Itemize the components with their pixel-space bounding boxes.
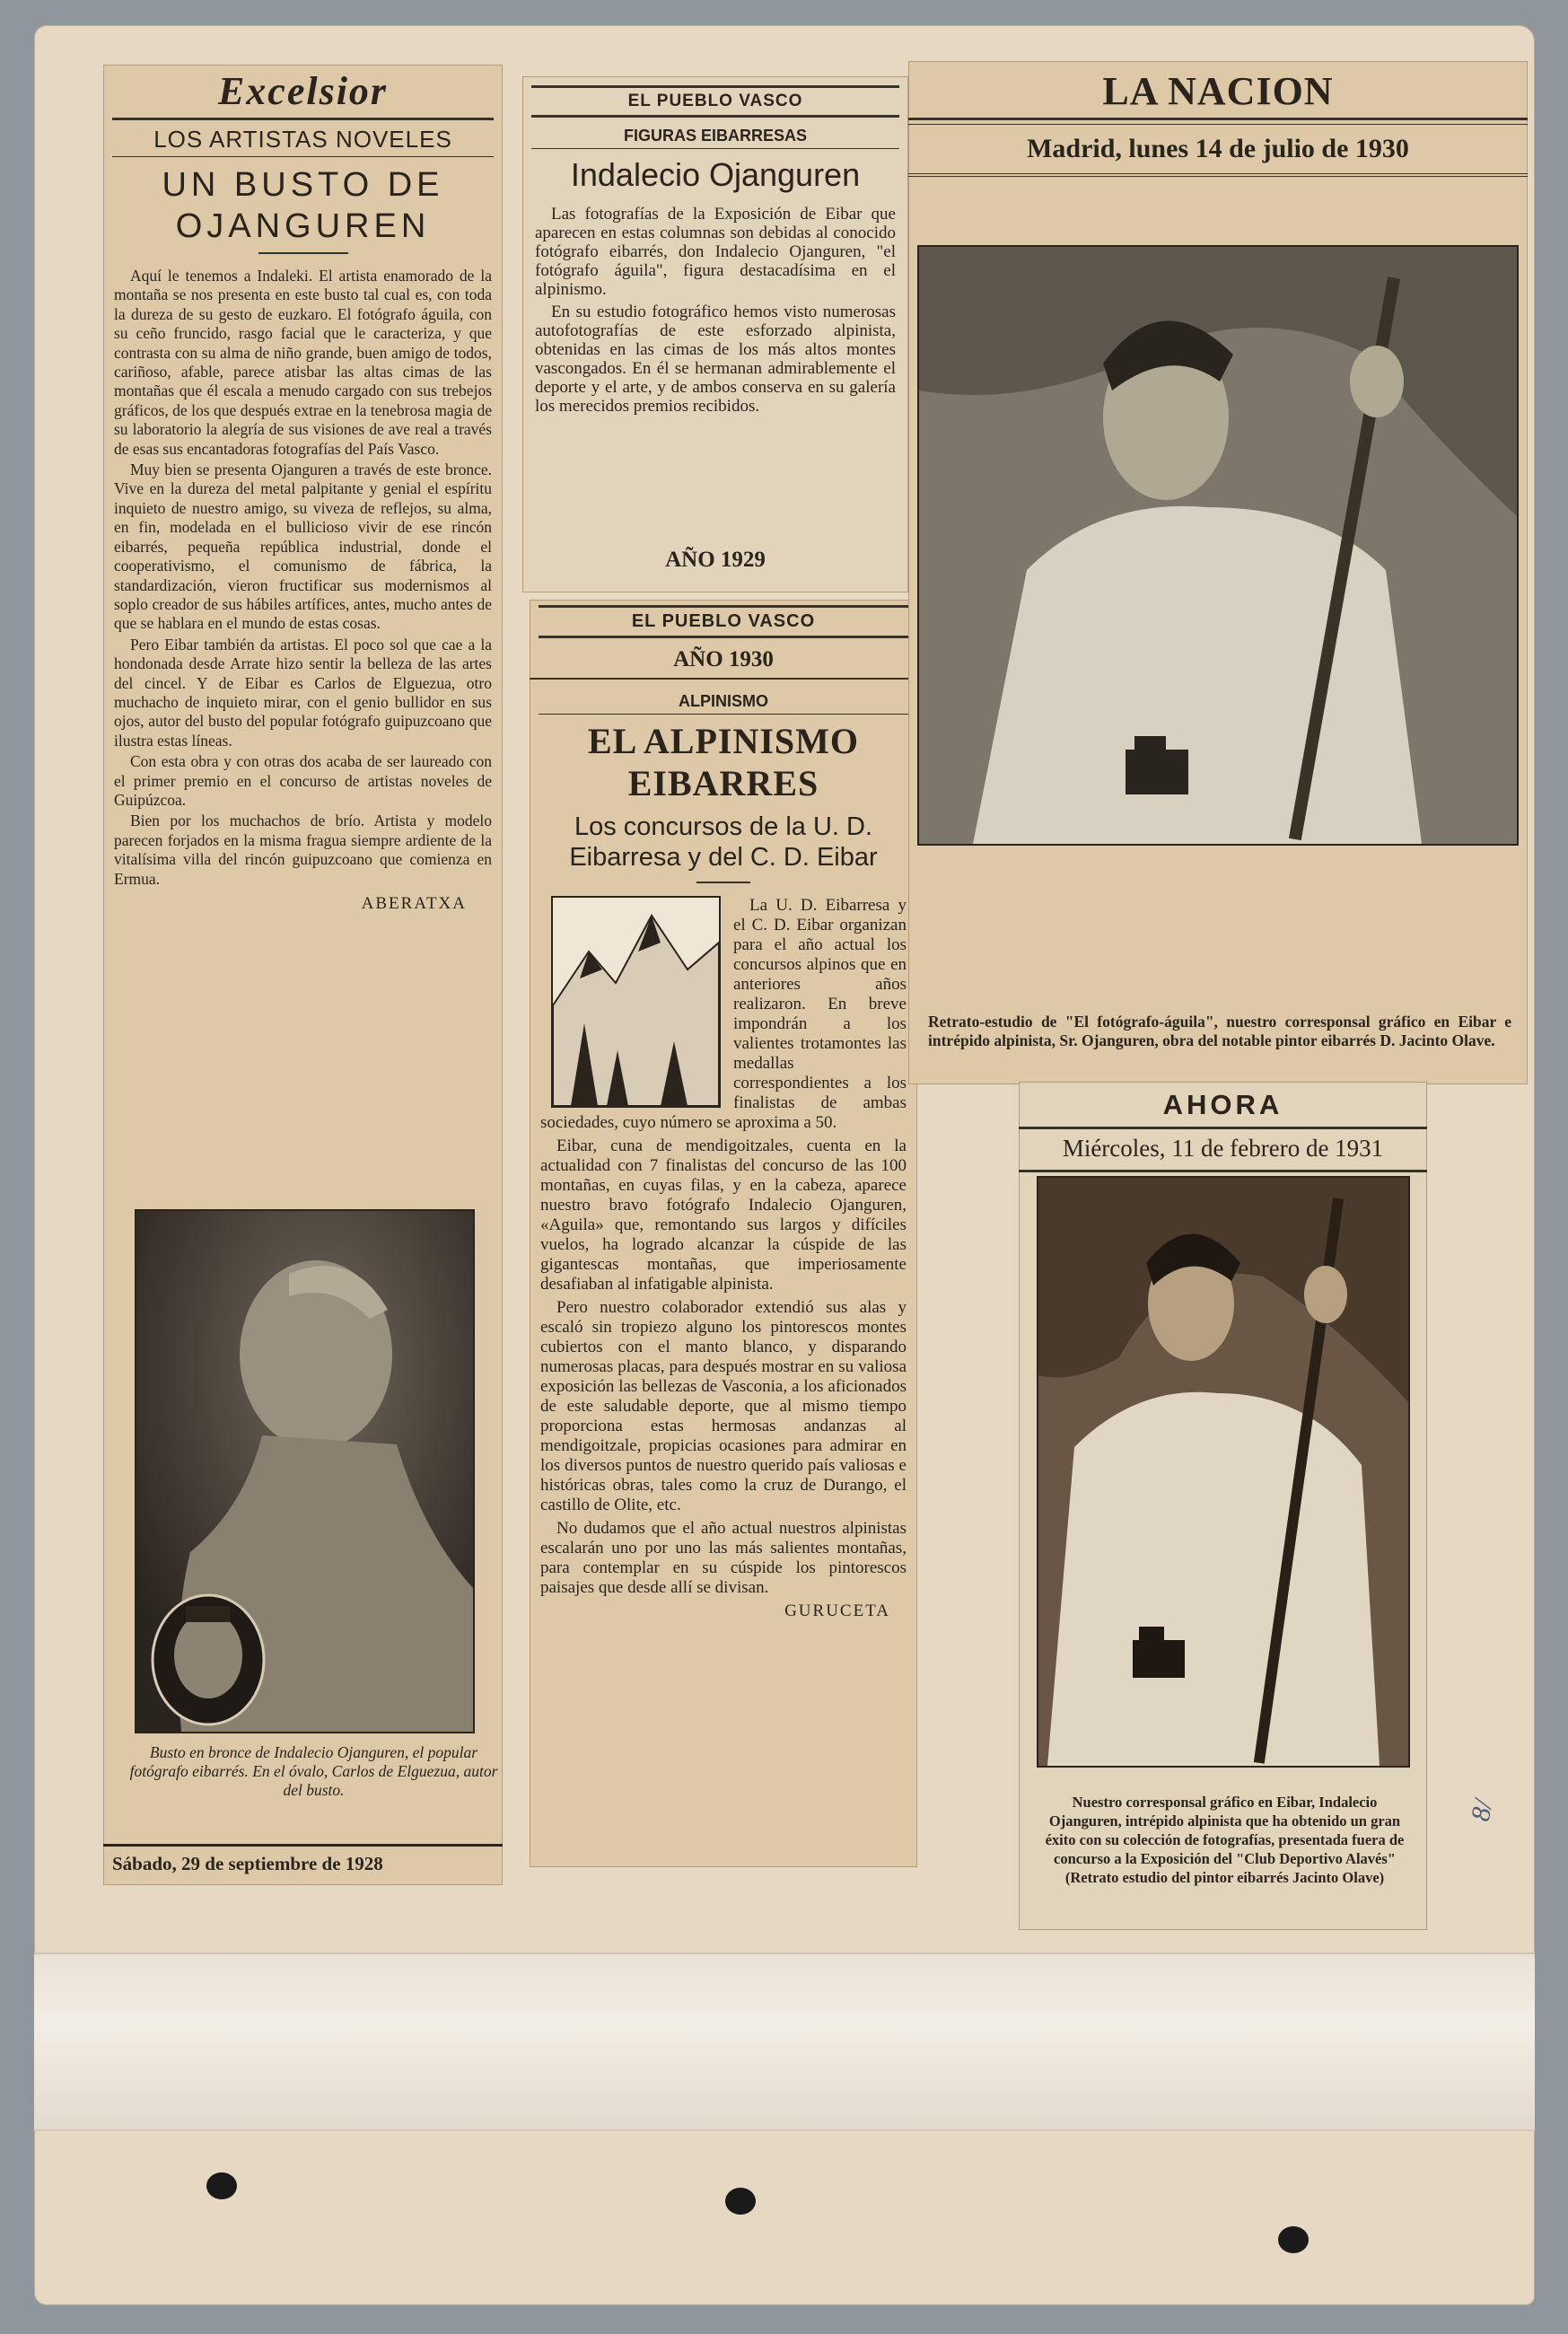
- excelsior-clipping: [103, 65, 503, 1885]
- bust-image: [136, 1211, 473, 1732]
- photo-caption: Busto en bronce de Indalecio Ojanguren, el popular fotógrafo eibarrés. En el óvalo, Carlos de Elguezua, autor del busto.: [129, 1743, 498, 1799]
- portrait-image: [919, 247, 1517, 844]
- portrait-image: [1038, 1178, 1408, 1766]
- excelsior-masthead: Excelsior: [217, 69, 389, 113]
- binding-hole: [206, 2172, 237, 2199]
- article-paragraph: Aquí le tenemos a Indaleki. El artista enamorado de la montaña se nos presenta en este busto tal cual es, con toda la dureza de su gesto de euzkaro. El fotógrafo águila, con su ceño fruncido, rasgo facial que le caracteriza, y que contrasta con su alma de niño grande, buen amigo de todos, cariñoso, afable, parece atisbar las altas cimas de las montañas que él escala a menudo cargado con sus trebejos gráficos, de los que después extrae en la tenebrosa magia de su laboratorio la alegría de sus visiones de ave real a través de esas sus encantadoras fotografías del País Vasco.: [114, 267, 492, 458]
- article-paragraph: No dudamos que el año actual nuestros alpinistas escalarán uno por uno las más salientes montañas, para contemplar en su cúspide los pintorescos paisajes que desde allí se divisan.: [540, 1519, 907, 1597]
- signature: GURUCETA: [784, 1601, 890, 1620]
- publication-date: Miércoles, 11 de febrero de 1931: [1062, 1135, 1384, 1162]
- album-binding-strip: [34, 1952, 1535, 2131]
- la-nacion-clipping: [908, 61, 1528, 1084]
- binding-hole: [725, 2188, 756, 2215]
- photo-caption: Retrato-estudio de "El fotógrafo-águila", nuestro corresponsal gráfico en Eibar e intrépido alpinista, Sr. Ojanguren, obra del notable pintor eibarrés D. Jacinto Olave.: [928, 1013, 1511, 1049]
- headline: Indalecio Ojanguren: [570, 156, 861, 193]
- photo-caption: Nuestro corresponsal gráfico en Eibar, Indalecio Ojanguren, intrépido alpinista que ha obtenido un gran éxito con su colección de fotografías, presentada fuera de concurso a la Exposición del "Club Deportivo Alavés" (Retrato estudio del pintor eibarrés Jacinto Olave): [1045, 1794, 1405, 1886]
- article-paragraph: Pero Eibar también da artistas. El poco sol que cae a la hondonada desde Arrate hizo sentir la belleza de las artes del cincel. Y de Eibar es Carlos de Elguezua, otro muchacho de inquieto mirar, con el genio bullidor en sus ojos, autor del busto del popular fotógrafo guipuzcoano que ilustra estas líneas.: [114, 635, 492, 750]
- publication-date: Madrid, lunes 14 de julio de 1930: [1027, 134, 1409, 163]
- section-title: ALPINISMO: [678, 692, 768, 710]
- mountain-illustration: [551, 896, 721, 1108]
- headline-line-1: UN BUSTO DE: [162, 166, 444, 204]
- portrait-painting-photo: [1037, 1176, 1410, 1768]
- page-number-note: 8/: [1465, 1797, 1499, 1824]
- masthead: LA NACION: [1102, 69, 1334, 113]
- pueblo-vasco-1929-clipping: [522, 76, 908, 592]
- masthead: AHORA: [1162, 1089, 1283, 1120]
- bust-photo: [135, 1209, 475, 1733]
- year-label: AÑO 1929: [665, 548, 766, 572]
- headline-line-2: OJANGUREN: [175, 207, 431, 245]
- article-paragraph: Muy bien se presenta Ojanguren a través de este bronce. Vive en la dureza del metal palpitante y genial el espíritu inquieto de nuestro amigo, su viveza de reflejos, su alma, en fin, modelada en el bullicioso vivir de ese rincón eibarrés, pequeña república industrial, donde el cooperativismo, el comunismo de fábrica, la standardización, vieron fructificar sus modernismos al soplo creador de sus hábiles artífices, antes, mucho antes de que se hablara en el mundo de estas cosas.: [114, 461, 492, 633]
- signature: ABERATXA: [361, 894, 467, 913]
- section-title: LOS ARTISTAS NOVELES: [153, 126, 452, 153]
- masthead: EL PUEBLO VASCO: [631, 611, 816, 631]
- article-paragraph: Eibar, cuna de mendigoitzales, cuenta en la actualidad con 7 finalistas del concurso de las 100 montañas, en cuyas filas, y en la cabeza, aparece nuestro bravo fotógrafo Indalecio Ojanguren, «Aguila» que, remontando sus largos y difíciles vuelos, ha logrado alcanzar la cúspide de las gigantescas montañas, que imperiosamente desafiaban al infatigable alpinista.: [540, 1136, 907, 1294]
- headline: EL ALPINISMO EIBARRES: [587, 721, 860, 803]
- article-paragraph: Con esta obra y con otras dos acaba de ser laureado con el primer premio en el concurso de artistas noveles de Guipúzcoa.: [114, 752, 492, 809]
- year-label: AÑO 1930: [673, 647, 774, 671]
- section-title: FIGURAS EIBARRESAS: [623, 127, 808, 145]
- article-paragraph: Las fotografías de la Exposición de Eibar que aparecen en estas columnas son debidas al conocido fotógrafo eibarrés, don Indalecio Ojanguren, "el fotógrafo águila", figura destacadísima en el alpinismo.: [535, 205, 896, 299]
- masthead: EL PUEBLO VASCO: [627, 92, 803, 110]
- article-lead: La U. D. Eibarresa y el C. D. Eibar organizan para el año actual los concursos alpinos que en anteriores años realizaron. En breve impondrán a los valientes trotamontes las medallas correspondientes a los finalistas de ambas sociedades, cuyo número se aproxima a 50.: [540, 896, 907, 1132]
- article-paragraph: Pero nuestro colaborador extendió sus alas y escaló sin tropiezo alguno los pintorescos montes cubiertos con el manto blanco, y disparando numerosas placas, para después mostrar en su valiosa exposición las bellezas de Vasconia, a los aficionados de este saludable deporte, que al mismo tiempo proporciona estas hermosas andanzas al mendigoitzale, propicias ocasiones para admirar en los diversos puntos de nuestro querido país valiosas e históricas obras, tales como la cruz de Durango, el castillo de Olite, etc.: [540, 1298, 907, 1514]
- publication-date: Sábado, 29 de septiembre de 1928: [112, 1853, 383, 1874]
- binding-hole: [1278, 2226, 1309, 2253]
- article-paragraph: En su estudio fotográfico hemos visto numerosas autofotografías de este esforzado alpinista, obtenidas en las cimas de los más altos montes vascongados. En él se hermanan admirablemente el deporte y el arte, y de ambos conserva en su galería los merecidos premios recibidos.: [535, 303, 896, 416]
- ahora-clipping: [1019, 1082, 1427, 1930]
- article-paragraph: Bien por los muchachos de brío. Artista y modelo parecen forjados en la misma fragua siempre ardiente de la vitalísima villa del rincón guipuzcoano que comienza en Ermua.: [114, 812, 492, 888]
- pueblo-vasco-1930-clipping: [530, 600, 917, 1867]
- subheadline: Los concursos de la U. D. Eibarresa y del C. D. Eibar: [569, 812, 878, 872]
- portrait-painting-photo: [917, 245, 1519, 846]
